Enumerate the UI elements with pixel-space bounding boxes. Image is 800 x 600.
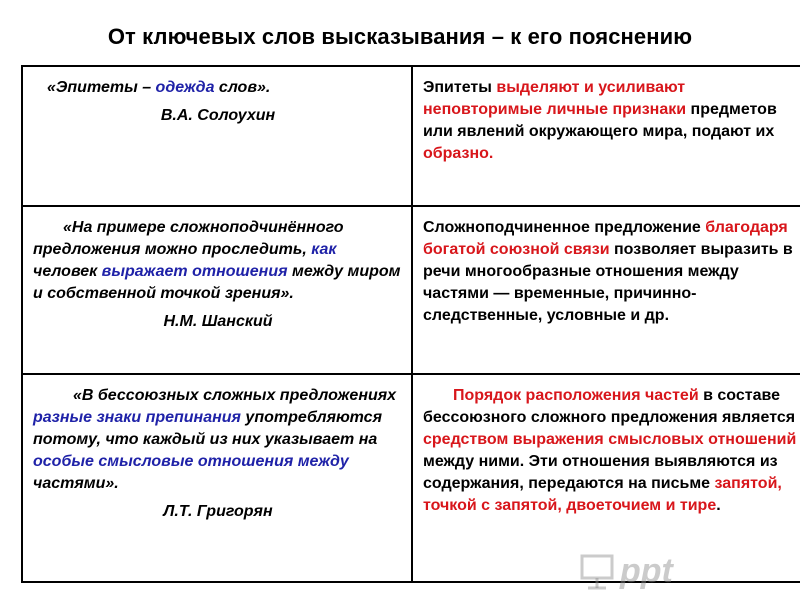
explanation-highlight-red: Порядок расположения частей (453, 387, 699, 404)
quote-text (33, 77, 403, 99)
quote-text-part: «Эпитеты – (47, 79, 156, 96)
quote-text-part: между миром и собственной точкой зрения». (33, 263, 401, 302)
explanation-text (423, 77, 800, 165)
slide-title: От ключевых слов высказывания – к его пояснению (107, 24, 693, 49)
table-row (22, 374, 800, 582)
quote-text (33, 217, 403, 305)
quote-highlight-blue: разные знаки препинания (33, 409, 241, 426)
table-row (22, 206, 800, 374)
quote-text-part: «В бессоюзных сложных предложениях (73, 387, 397, 404)
quote-author: Н.М. Шанский (163, 313, 273, 330)
explanation-highlight-red: запятой, точкой с запятой, двоеточием и тире (423, 475, 782, 514)
quote-text-part: употребляются потому, что каждый из них указывает на (33, 409, 382, 448)
quote-highlight-blue: как (311, 241, 337, 258)
explanation-highlight-red: благодаря богатой союзной связи (423, 219, 788, 258)
explanation-part: Сложноподчиненное предложение (423, 219, 706, 236)
explanation-highlight-red: выделяют (496, 79, 580, 96)
explanation-text (423, 217, 800, 327)
comparison-table (21, 65, 800, 583)
explanation-text (423, 385, 800, 517)
explanation-cell (412, 66, 800, 206)
quote-text-part: «На примере сложноподчинённого предложения можно проследить, (33, 219, 344, 258)
quote-text-part: человек (33, 263, 102, 280)
quote-text-part: слов». (214, 79, 271, 96)
explanation-cell (412, 206, 800, 374)
quote-author: Л.Т. Григорян (163, 503, 273, 520)
explanation-part: предметов или явлений окружающего мира, подают их (423, 101, 777, 140)
quote-highlight-blue: особые смысловые отношения между (33, 453, 349, 470)
explanation-part: в составе бессоюзного сложного предложения является (423, 387, 796, 426)
explanation-highlight-red: средством выражения смысловых отношений (423, 431, 797, 448)
quote-cell (22, 374, 412, 582)
quote-text-part: частями». (33, 475, 119, 492)
quote-highlight-blue: одежда (155, 79, 215, 96)
quote-highlight-blue: выражает отношения (101, 263, 288, 280)
explanation-part: Эпитеты (423, 79, 497, 96)
explanation-part: между ними. Эти отношения выявляются из содержания, передаются на письме (423, 453, 778, 492)
explanation-part: позволяет выразить в речи многообразные отношения между частями — временные, причинно-следственные, условные и др. (423, 241, 793, 324)
explanation-cell (412, 374, 800, 582)
watermark-text: ppt (620, 552, 673, 590)
quote-cell (22, 66, 412, 206)
quote-author: В.А. Солоухин (160, 107, 276, 124)
quote-cell (22, 206, 412, 374)
explanation-part: . (716, 497, 721, 514)
explanation-highlight-red: и усиливают неповторимые личные признаки (423, 79, 687, 118)
table-row (22, 66, 800, 206)
quote-text (33, 385, 403, 495)
explanation-highlight-red: образно. (423, 145, 494, 162)
